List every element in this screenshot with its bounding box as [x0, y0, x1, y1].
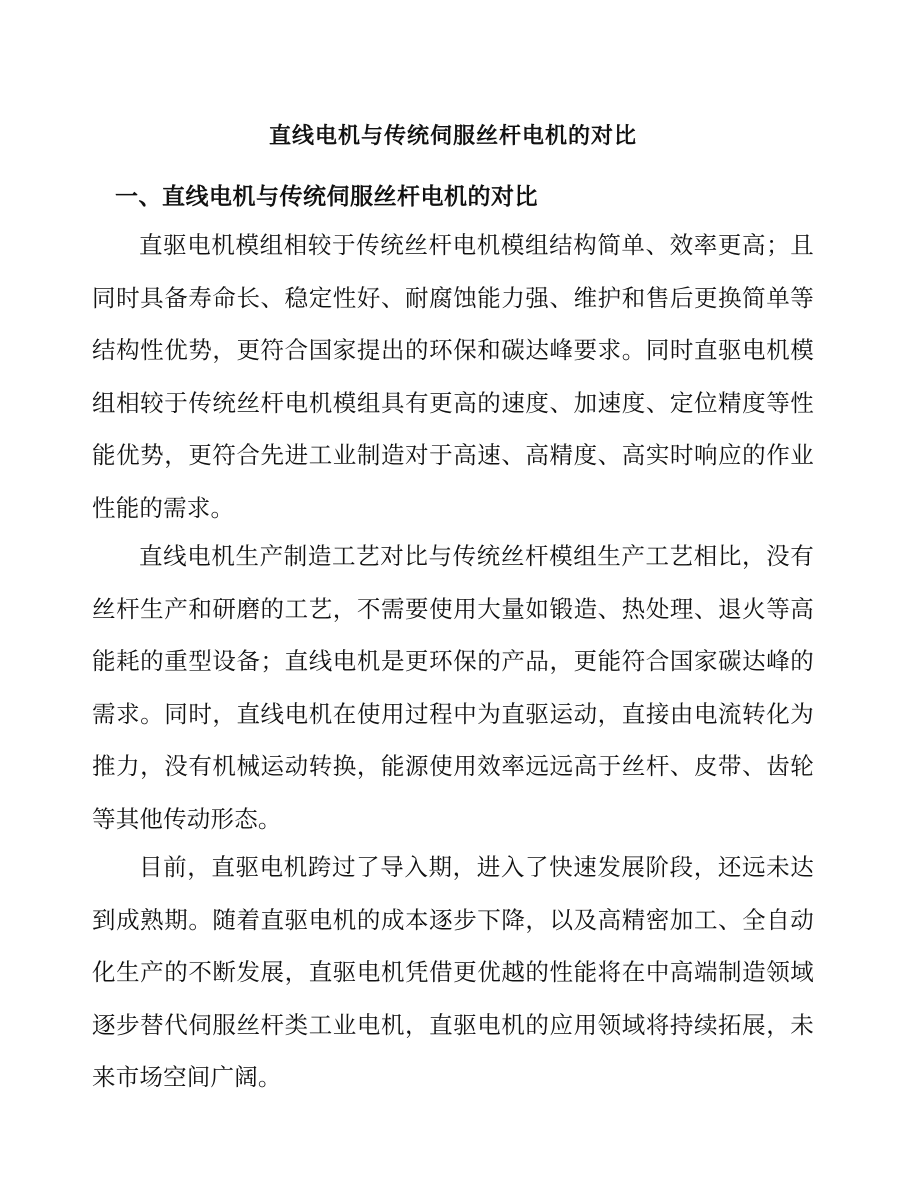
body-paragraph-1: 直驱电机模组相较于传统丝杆电机模组结构简单、效率更高；且同时具备寿命长、稳定性好、耐腐蚀能力强、维护和售后更换简单等结构性优势，更符合国家提出的环保和碳达峰要求。同时直驱电机模组相较于传统丝杆电机模组具有更高的速度、加速度、定位精度等性能优势，更符合先进工业制造对于高速、高精度、高实时响应的作业性能的需求。 — [92, 231, 814, 522]
section-heading: 一、直线电机与传统伺服丝杆电机的对比 — [115, 183, 538, 210]
body-paragraph-2: 直线电机生产制造工艺对比与传统丝杆模组生产工艺相比，没有丝杆生产和研磨的工艺，不需要使用大量如锻造、热处理、退火等高能耗的重型设备；直线电机是更环保的产品，更能符合国家碳达峰的需求。同时，直线电机在使用过程中为直驱运动，直接由电流转化为推力，没有机械运动转换，能源使用效率远远高于丝杆、皮带、齿轮等其他传动形态。 — [92, 542, 814, 833]
document-title: 直线电机与传统伺服丝杆电机的对比 — [268, 123, 637, 149]
body-paragraph-3: 目前，直驱电机跨过了导入期，进入了快速发展阶段，还远未达到成熟期。随着直驱电机的成本逐步下降，以及高精密加工、全自动化生产的不断发展，直驱电机凭借更优越的性能将在中高端制造领域逐步替代伺服丝杆类工业电机，直驱电机的应用领域将持续拓展，未来市场空间广阔。 — [92, 853, 814, 1091]
